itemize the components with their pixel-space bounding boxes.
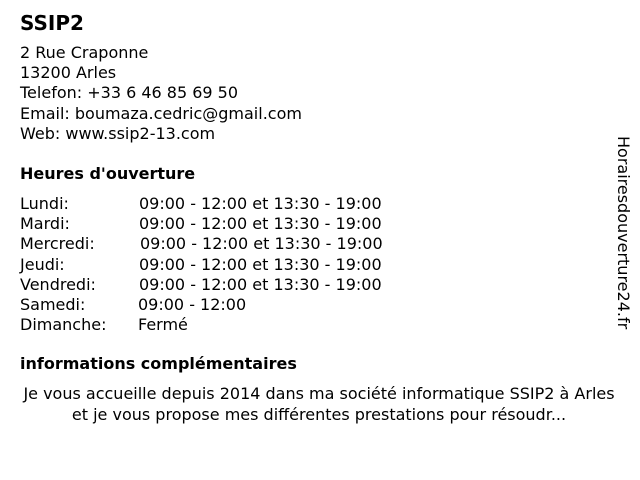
web-line: Web: www.ssip2-13.com bbox=[20, 123, 216, 143]
hours-heading: Heures d'ouverture bbox=[20, 164, 196, 183]
hours-day: Lundi: bbox=[20, 194, 69, 213]
hours-day: Mercredi: bbox=[20, 234, 95, 254]
hours-day: Dimanche: bbox=[20, 315, 107, 335]
hours-day: Vendredi: bbox=[20, 274, 96, 294]
phone-line: Telefon: +33 6 46 85 69 50 bbox=[20, 83, 239, 103]
contact-block bbox=[20, 43, 302, 144]
address-line-1: 2 Rue Craponne bbox=[20, 43, 149, 62]
info-heading: informations complémentaires bbox=[20, 354, 297, 373]
info-description: Je vous accueille depuis 2014 dans ma société informatique SSIP2 à Arles et je vous propose mes différentes prestations pour résoudr... bbox=[23, 384, 615, 424]
hours-day: Mardi: bbox=[20, 214, 70, 234]
site-credit: Horairesdouverture24.fr bbox=[614, 136, 633, 330]
hours-time: 09:00 - 12:00 et 13:30 - 19:00 bbox=[140, 234, 383, 254]
business-name: SSIP2 bbox=[20, 11, 84, 35]
address-line-2: 13200 Arles bbox=[20, 63, 117, 83]
hours-time: 09:00 - 12:00 et 13:30 - 19:00 bbox=[139, 254, 382, 274]
hours-time: 09:00 - 12:00 bbox=[138, 294, 247, 314]
hours-day: Jeudi: bbox=[20, 254, 65, 274]
hours-time: Fermé bbox=[138, 315, 188, 335]
hours-time: 09:00 - 12:00 et 13:30 - 19:00 bbox=[139, 274, 382, 294]
hours-day: Samedi: bbox=[20, 294, 86, 314]
hours-time: 09:00 - 12:00 et 13:30 - 19:00 bbox=[139, 194, 382, 213]
email-line: Email: boumaza.cedric@gmail.com bbox=[20, 103, 302, 123]
hours-time: 09:00 - 12:00 et 13:30 - 19:00 bbox=[139, 214, 382, 234]
